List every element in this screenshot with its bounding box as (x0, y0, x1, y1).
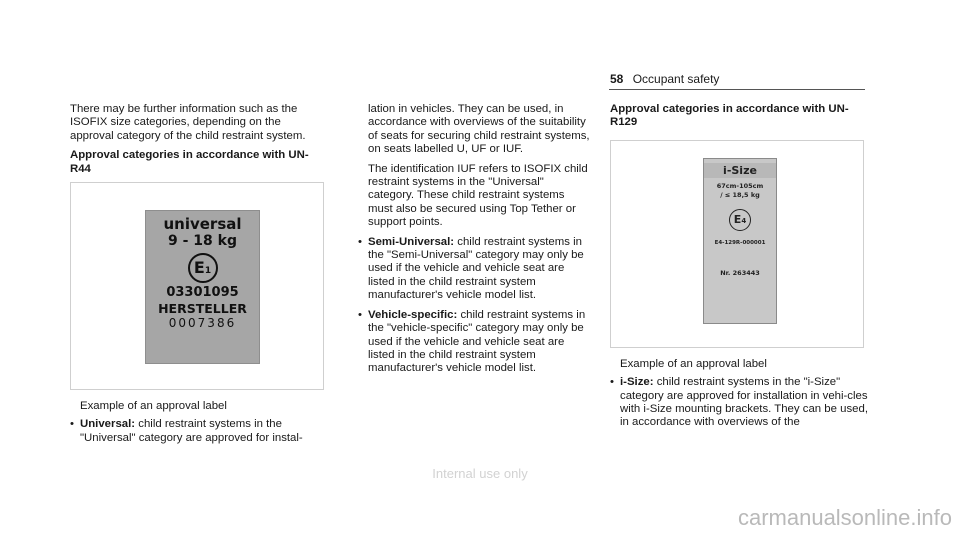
intro-paragraph: There may be further information such as the ISOFIX size categories, depending on the approval category of the child restraint system. (70, 103, 306, 142)
bullet-icon: • (358, 308, 362, 321)
list-item-vehicle-specific (358, 309, 590, 376)
label-approval-number: 03301095 (166, 285, 239, 301)
category-list-2 (358, 236, 590, 376)
page-header (610, 72, 719, 86)
figure-r44-label (70, 182, 324, 390)
figure-r129-label (610, 140, 864, 348)
e-mark-icon: E1 (188, 253, 218, 283)
text-vehicle-specific: child restraint systems in the "vehicle-specific" category may only be used if the vehicle and vehicle seat are listed in the child restraint system manufacturer's vehicle model list. (368, 308, 586, 375)
label-number: Nr. 263443 (720, 268, 760, 277)
text-universal: child restraint systems in the "Universal" category are approved for instal- (80, 418, 303, 444)
list-item-universal (70, 418, 325, 445)
column-left (70, 103, 325, 451)
column-middle (358, 103, 590, 382)
label-manufacturer: HERSTELLER (158, 301, 247, 317)
continuation-paragraph: lation in vehicles. They can be used, in accordance with overviews of the suitability of seats for securing child restraint systems, on seats labelled U, UF or IUF. (368, 103, 590, 156)
figure-caption: Example of an approval label (80, 400, 227, 413)
text-isize: child restraint systems in the "i-Size" category are approved for installation in vehi-cles with i-Size mounting brackets. They can be used, in accordance with overviews of the (620, 376, 868, 429)
ece-r44-approval-label (145, 210, 260, 364)
heading-r44: Approval categories in accordance with UN-R44 (70, 149, 309, 175)
label-approval-code: E4-129R-000001 (714, 239, 766, 246)
e-mark-icon: E4 (729, 209, 751, 231)
iuf-note: The identification IUF refers to ISOFIX child restraint systems in the "Universal" category. These child restraint systems must also be secured using Top Tether or support points. (368, 162, 588, 229)
header-rule (609, 89, 865, 90)
term-universal: Universal: (80, 418, 136, 431)
list-item-semi-universal (358, 236, 590, 303)
category-list (70, 418, 325, 445)
term-isize: i-Size: (620, 376, 654, 389)
term-vehicle-specific: Vehicle-specific: (368, 308, 458, 321)
bullet-icon: • (70, 418, 74, 431)
bullet-icon: • (610, 376, 614, 389)
term-semi-universal: Semi-Universal: (368, 235, 455, 248)
label-weight: 9 - 18 kg (168, 233, 237, 250)
figure-caption: Example of an approval label (620, 357, 767, 370)
watermark-text: Internal use only (432, 466, 528, 481)
category-list-3 (610, 376, 868, 430)
isize-approval-label (703, 158, 777, 324)
column-right (610, 103, 868, 436)
text-semi-universal: child restraint systems in the "Semi-Universal" category may only be used if the vehicle and vehicle seat are listed in the child restraint system manufacturer's vehicle model list. (368, 235, 584, 302)
bullet-icon: • (358, 235, 362, 248)
label-isize-title: i-Size (704, 163, 776, 178)
page-number: 58 (610, 72, 624, 86)
label-size-range: 67cm-105cm (716, 181, 764, 190)
universal-continuation (358, 103, 590, 230)
label-category: universal (163, 215, 242, 234)
label-serial: 0007386 (168, 316, 237, 331)
list-item-isize (610, 376, 868, 430)
heading-r129: Approval categories in accordance with UN-R129 (610, 103, 849, 129)
footer-site-link[interactable]: carmanualsonline.info (737, 505, 952, 530)
label-weight-limit: / ≤ 18,5 kg (720, 190, 760, 199)
section-title: Occupant safety (632, 72, 720, 86)
